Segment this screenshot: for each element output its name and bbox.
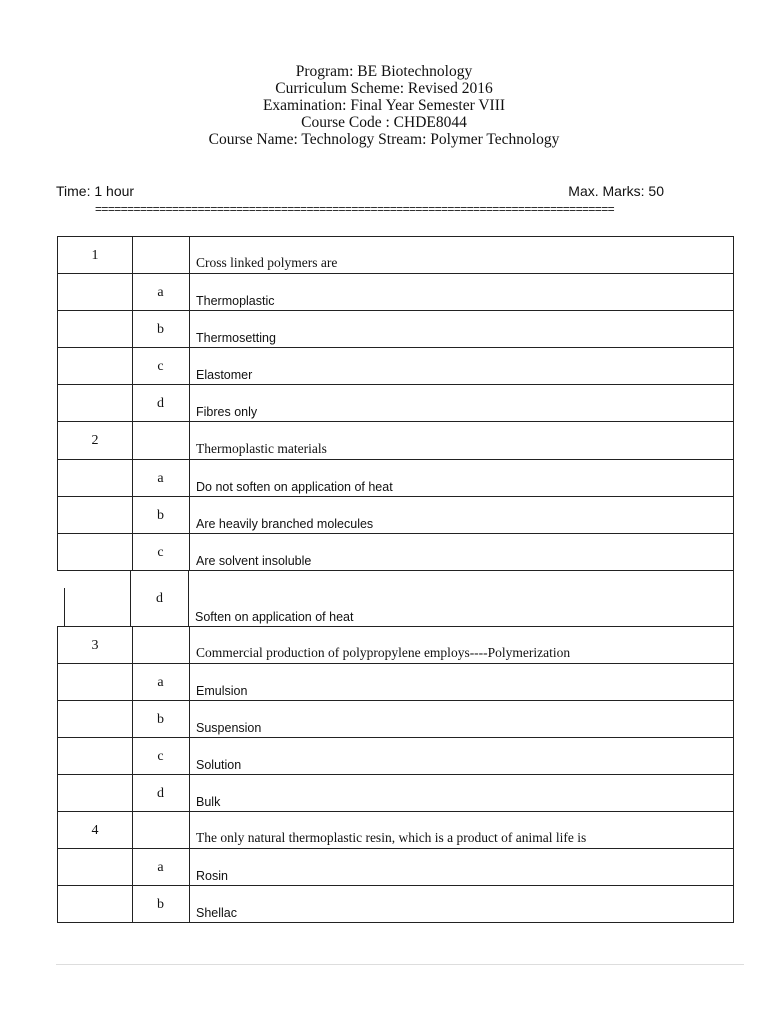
option-text: Are solvent insoluble [196,554,312,568]
option-row [57,384,734,422]
course-name-line: Course Name: Technology Stream: Polymer Technology [208,131,560,148]
option-letter: c [157,749,164,764]
option-row [57,347,734,385]
option-letter: c [157,359,164,374]
option-text: Elastomer [196,368,253,382]
table-break-line [64,588,65,626]
separator-rule: ================================================================================= [95,202,615,216]
option-letter: a [157,471,164,486]
option-row [57,273,734,311]
option-letter: a [157,860,164,875]
option-text: Thermoplastic [196,294,275,308]
course-code-line: Course Code : CHDE8044 [301,114,467,131]
option-row [57,885,734,923]
question-row [57,626,734,664]
option-letter: d [157,786,164,801]
question-text: Commercial production of polypropylene employs----Polymerization [196,645,571,660]
question-text: Thermoplastic materials [196,441,327,456]
option-text: Fibres only [196,405,258,419]
option-letter: d [156,591,163,606]
option-row [57,663,734,701]
question-row [57,421,734,460]
option-letter: d [157,396,164,411]
exam-header [0,63,768,148]
option-letter: a [157,285,164,300]
option-letter: b [157,712,164,727]
option-text: Soften on application of heat [195,610,354,624]
option-row [57,496,734,534]
option-text: Do not soften on application of heat [196,480,393,494]
examination-line: Examination: Final Year Semester VIII [262,97,506,114]
option-row [57,459,734,497]
option-row [57,533,734,571]
option-row [57,737,734,775]
max-marks-label: Max. Marks: 50 [568,183,664,199]
page-bottom-divider [56,964,744,965]
option-row [57,700,734,738]
question-row [57,811,734,849]
option-letter: b [157,897,164,912]
option-text: Suspension [196,721,262,735]
option-letter: b [157,508,164,523]
question-number: 3 [91,638,99,653]
curriculum-line: Curriculum Scheme: Revised 2016 [275,80,493,97]
option-row [57,570,734,627]
program-line: Program: BE Biotechnology [295,63,473,80]
option-text: Rosin [196,869,228,883]
option-row [57,848,734,886]
option-row [57,774,734,812]
option-letter: a [157,675,164,690]
question-number: 4 [91,823,99,838]
option-text: Shellac [196,906,237,920]
option-text: Are heavily branched molecules [196,517,374,531]
question-text: Cross linked polymers are [196,255,338,270]
option-text: Emulsion [196,684,248,698]
question-row [57,236,734,274]
option-letter: c [157,545,164,560]
time-label: Time: 1 hour [56,183,135,199]
option-row [57,310,734,348]
question-text: The only natural thermoplastic resin, which is a product of animal life is [196,830,587,845]
option-text: Thermosetting [196,331,276,345]
option-text: Bulk [196,795,221,809]
option-text: Solution [196,758,242,772]
option-letter: b [157,322,164,337]
question-number: 2 [91,433,99,448]
question-number: 1 [91,248,99,263]
